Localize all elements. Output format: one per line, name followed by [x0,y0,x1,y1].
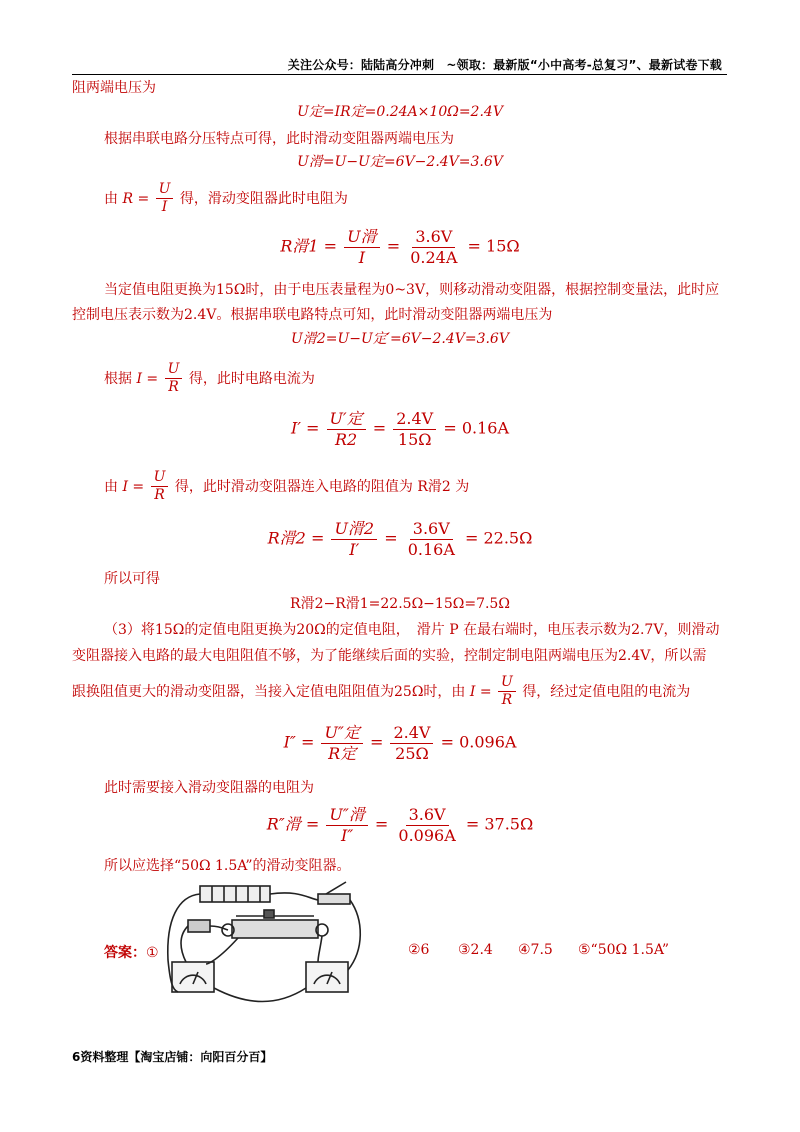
paragraph-line: 变阻器接入电路的最大电阻阻值不够，为了能继续后面的实验，控制定制电阻两端电压为2.4V，所以需 [72,648,707,664]
formula-block: I″ = $\frac{\text{U″定}}{\text{R定}}$ = $\frac{2.4V}{25\Omega}$ = 0.096A [283,723,517,763]
paragraph-line: （3）将15Ω的定值电阻更换为20Ω的定值电阻， 滑片 P 在最右端时，电压表示数为2.7V，则滑动 [104,622,720,638]
paragraph-line: 跟换阻值更大的滑动变阻器，当接入定值电阻阻值为25Ω时，由 I = $\frac{U}{R}$ 得，经过定值电阻的电流为 [72,674,691,709]
rheostat [232,920,318,938]
inline-formula: I = $\frac{U}{R}$ [122,479,170,495]
inline-formula: I = $\frac{U}{R}$ [136,371,184,387]
paragraph-line: 当定值电阻更换为15Ω时，由于电压表量程为0~3V，则移动滑动变阻器，根据控制变量法，此时应 [104,282,720,298]
page-footer: 6资料整理【淘宝店铺：向阳百分百】 [72,1050,273,1064]
equation-line: U滑2=U−U定′=6V−2.4V=3.6V [291,331,509,347]
ammeter [172,962,214,992]
text-fragment: 由 [104,190,118,207]
answer-4: ④7.5 [518,942,553,958]
inline-formula: R = $\frac{U}{I}$ [122,191,175,207]
text-line: 根据串联电路分压特点可得，此时滑动变阻器两端电压为 [104,131,454,147]
text-fragment: 得，滑动变阻器此时电阻为 [179,190,348,207]
header-divider [72,74,727,75]
text-line: 根据 I = $\frac{U}{R}$ 得，此时电路电流为 [104,361,315,396]
equation-line: U定=IR定=0.24A×10Ω=2.4V [297,104,503,120]
formula-block: R滑1 = $\frac{\text{U滑}}{I}$ = $\frac{3.6V}{0.24A}$ = 15Ω [280,227,520,267]
text-line: 此时需要接入滑动变阻器的电阻为 [104,780,314,796]
formula-block: R滑2 = $\frac{\text{U滑2}}{I'}$ = $\frac{3.6V}{0.16A}$ = 22.5Ω [267,519,533,559]
page-header: 关注公众号：陆陆高分冲刺 ~领取：最新版“小中高考-总复习”、最新试卷下载 [287,58,722,72]
paragraph-line: 控制电压表示数为2.4V。根据串联电路特点可知，此时滑动变阻器两端电压为 [72,307,553,323]
text-line [104,182,348,216]
answer-2: ②6 [408,942,430,958]
text-line: 由 I = $\frac{U}{R}$ 得，此时滑动变阻器连入电路的阻值为 R滑2 为 [104,469,470,504]
inline-formula: I = $\frac{U}{R}$ [470,684,518,700]
answer-3: ③2.4 [458,942,493,958]
fixed-resistor [188,920,210,932]
equation-line: U滑=U−U定=6V−2.4V=3.6V [297,154,503,170]
text-line: 所以可得 [104,571,160,587]
text-line: 所以应选择“50Ω 1.5A”的滑动变阻器。 [104,858,351,874]
formula-block: R″滑 = $\frac{\text{U″滑}}{I''}$ = $\frac{3.6V}{0.096A}$ = 37.5Ω [266,805,534,845]
voltmeter [306,962,348,992]
switch [318,894,350,904]
answer-label: 答案：① [104,945,159,961]
answer-5: ⑤“50Ω 1.5A” [578,942,670,958]
formula-block: I′ = $\frac{\text{U′定}}{R2}$ = $\frac{2.4V}{15\Omega}$ = 0.16A [291,409,509,449]
equation-line: R滑2−R滑1=22.5Ω−15Ω=7.5Ω [290,596,510,612]
circuit-apparatus-image [158,880,368,1008]
text-line: 阻两端电压为 [72,80,156,96]
